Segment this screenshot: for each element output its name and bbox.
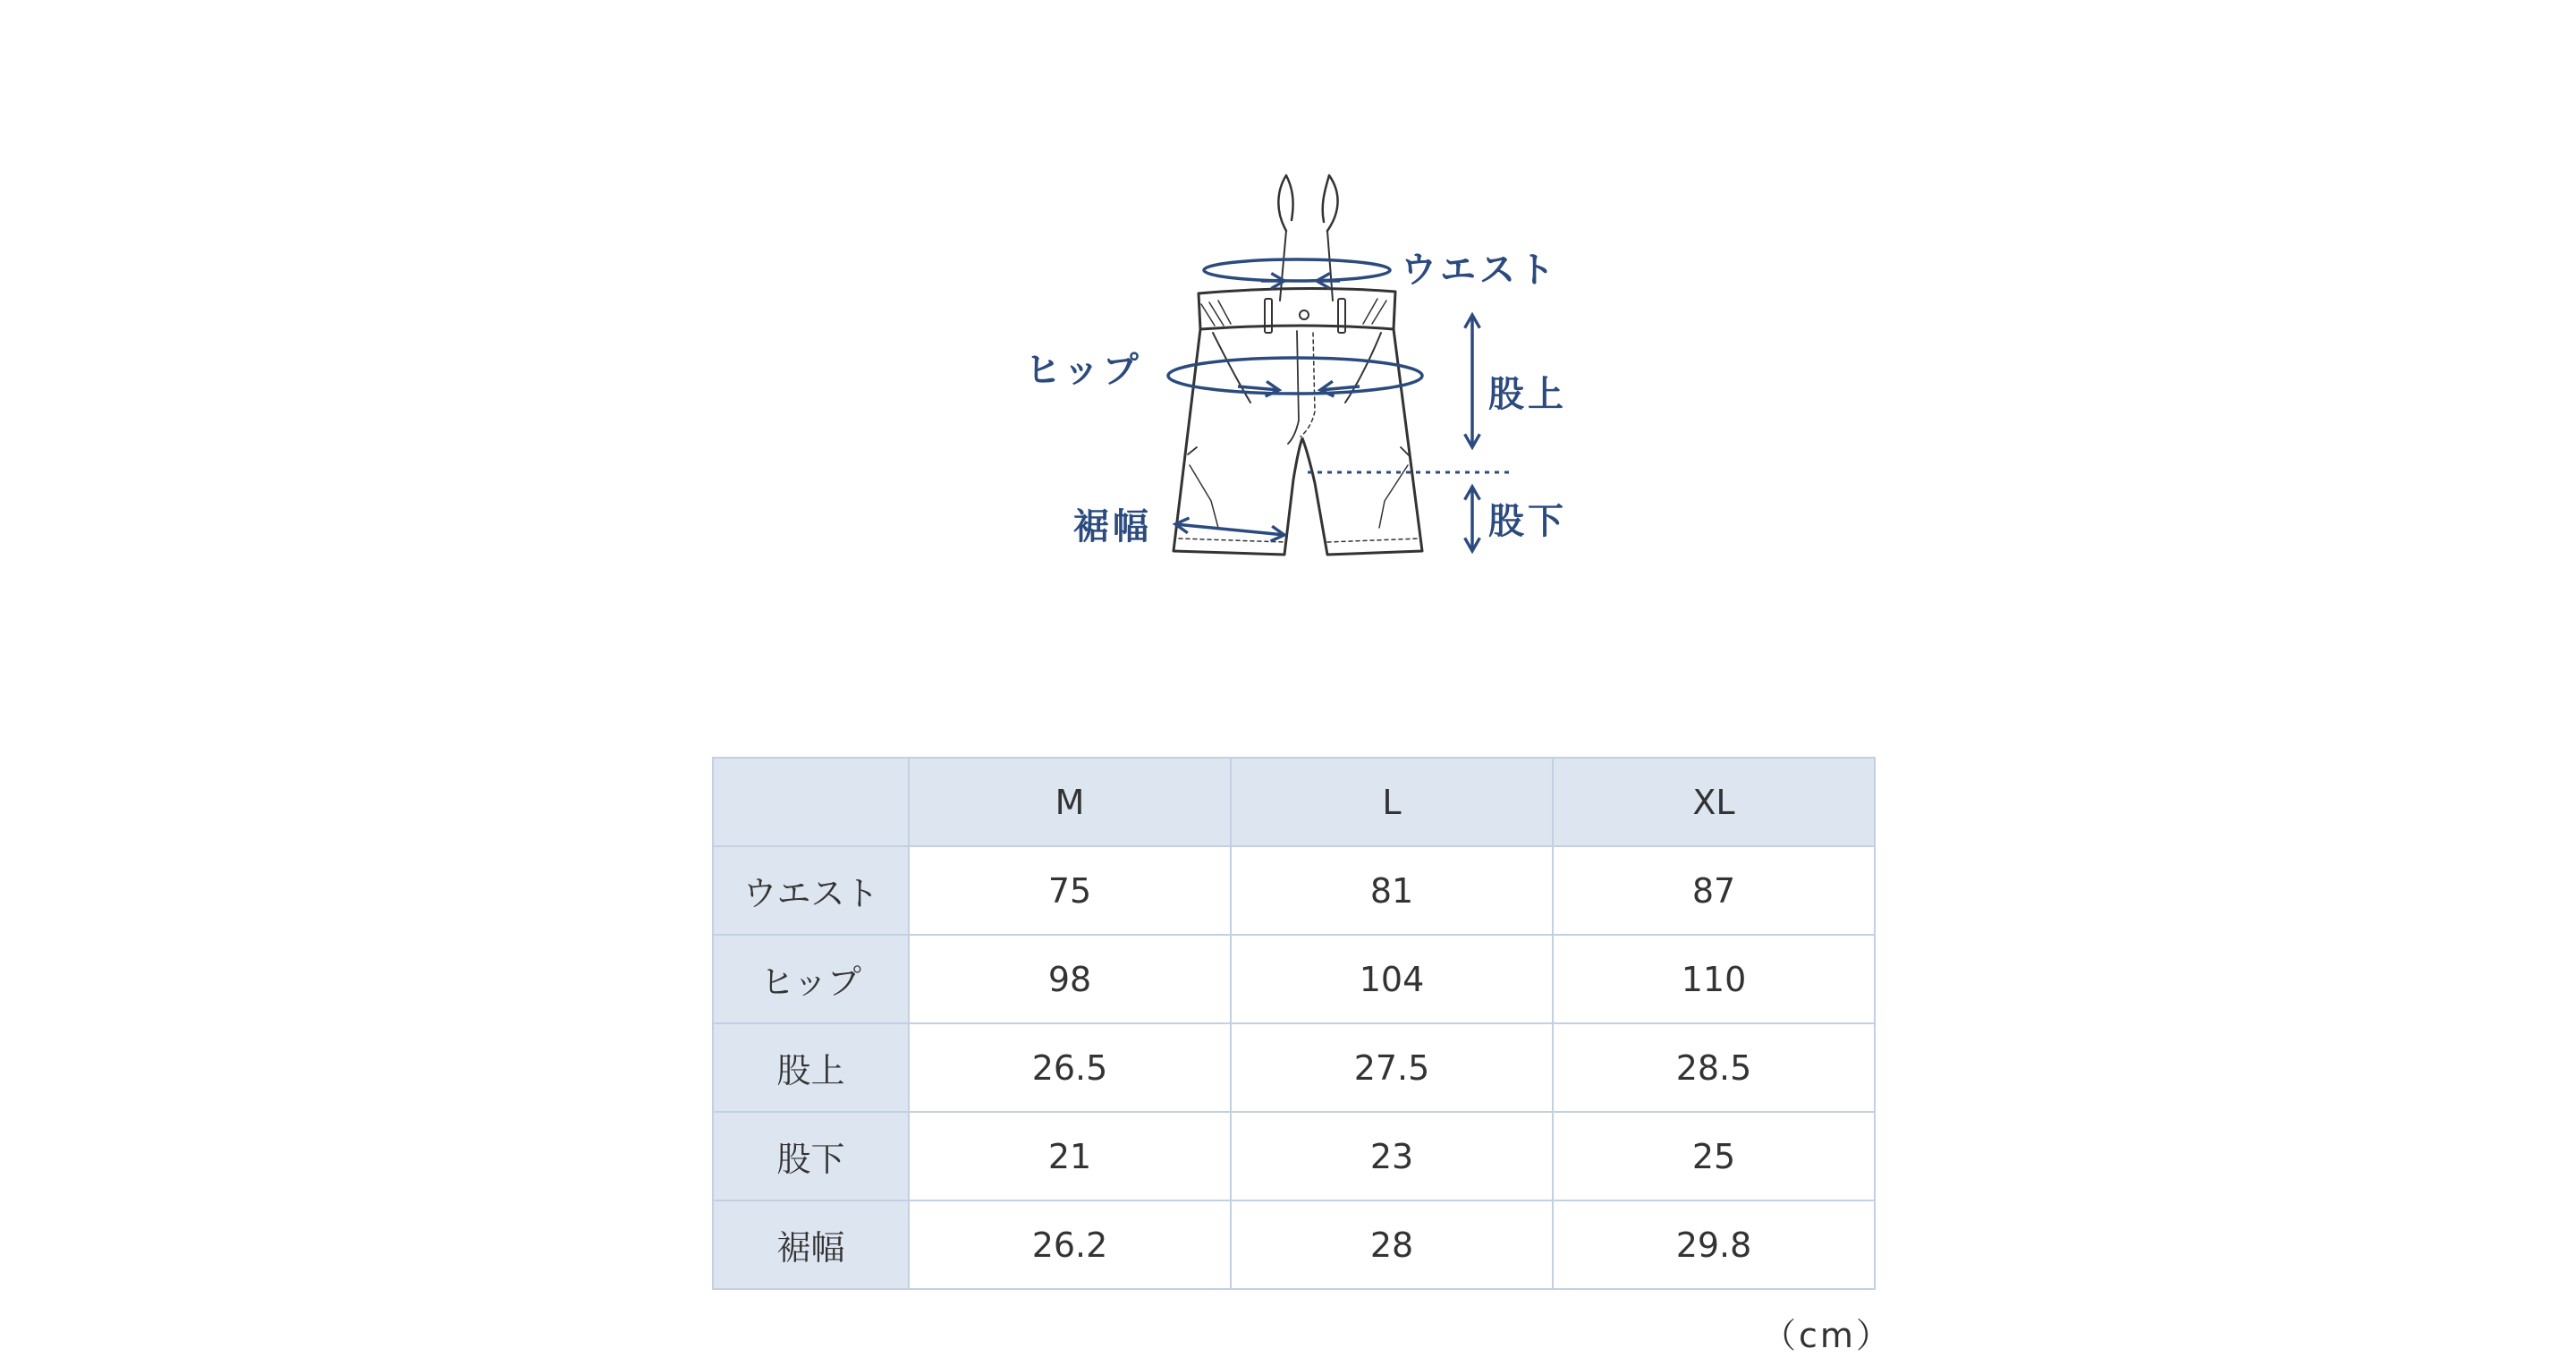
hip-arrow-left [1238, 386, 1279, 390]
unit-note: （cm） [1762, 1316, 1893, 1355]
table-cell: 87 [1553, 846, 1875, 935]
table-cell: 21 [909, 1112, 1231, 1200]
inseam-label: 股下 [1488, 501, 1567, 542]
table-header-size-xl: XL [1553, 758, 1875, 846]
table-header-corner [713, 758, 909, 846]
button [1300, 310, 1309, 319]
table-cell: 110 [1553, 935, 1875, 1023]
table-header-size-l: L [1231, 758, 1553, 846]
table-row [713, 846, 1875, 935]
hip-ellipse [1168, 358, 1422, 394]
row-label-hem-width: 裾幅 [713, 1200, 909, 1289]
hem-width-arrow [1175, 524, 1284, 535]
table-cell: 29.8 [1553, 1200, 1875, 1289]
table-row [713, 1200, 1875, 1289]
hip-label: ヒップ [1025, 350, 1142, 391]
hem-width-label: 裾幅 [1073, 506, 1152, 547]
table-header-size-m: M [909, 758, 1231, 846]
waist-label: ウエスト [1401, 250, 1558, 291]
table-row [713, 1023, 1875, 1112]
table-row [713, 1112, 1875, 1200]
size-chart-table [712, 757, 1876, 1290]
table-cell: 28 [1231, 1200, 1553, 1289]
waistband [1199, 288, 1395, 329]
table-cell: 27.5 [1231, 1023, 1553, 1112]
table-cell: 28.5 [1553, 1023, 1875, 1112]
row-label-rise: 股上 [713, 1023, 909, 1112]
drawstring-left [1278, 175, 1292, 231]
table-cell: 26.5 [909, 1023, 1231, 1112]
table-row [713, 935, 1875, 1023]
shorts-illustration [1174, 175, 1422, 555]
waist-ellipse [1204, 259, 1390, 281]
table-cell: 81 [1231, 846, 1553, 935]
row-label-hip: ヒップ [713, 935, 909, 1023]
table-cell: 104 [1231, 935, 1553, 1023]
table-cell: 75 [909, 846, 1231, 935]
row-label-waist: ウエスト [713, 846, 909, 935]
table-cell: 26.2 [909, 1200, 1231, 1289]
table-header-row [713, 758, 1875, 846]
table-cell: 25 [1553, 1112, 1875, 1200]
drawstring-right [1323, 175, 1338, 231]
row-label-inseam: 股下 [713, 1112, 909, 1200]
table-cell: 23 [1231, 1112, 1553, 1200]
table-cell: 98 [909, 935, 1231, 1023]
rise-label: 股上 [1488, 374, 1567, 415]
